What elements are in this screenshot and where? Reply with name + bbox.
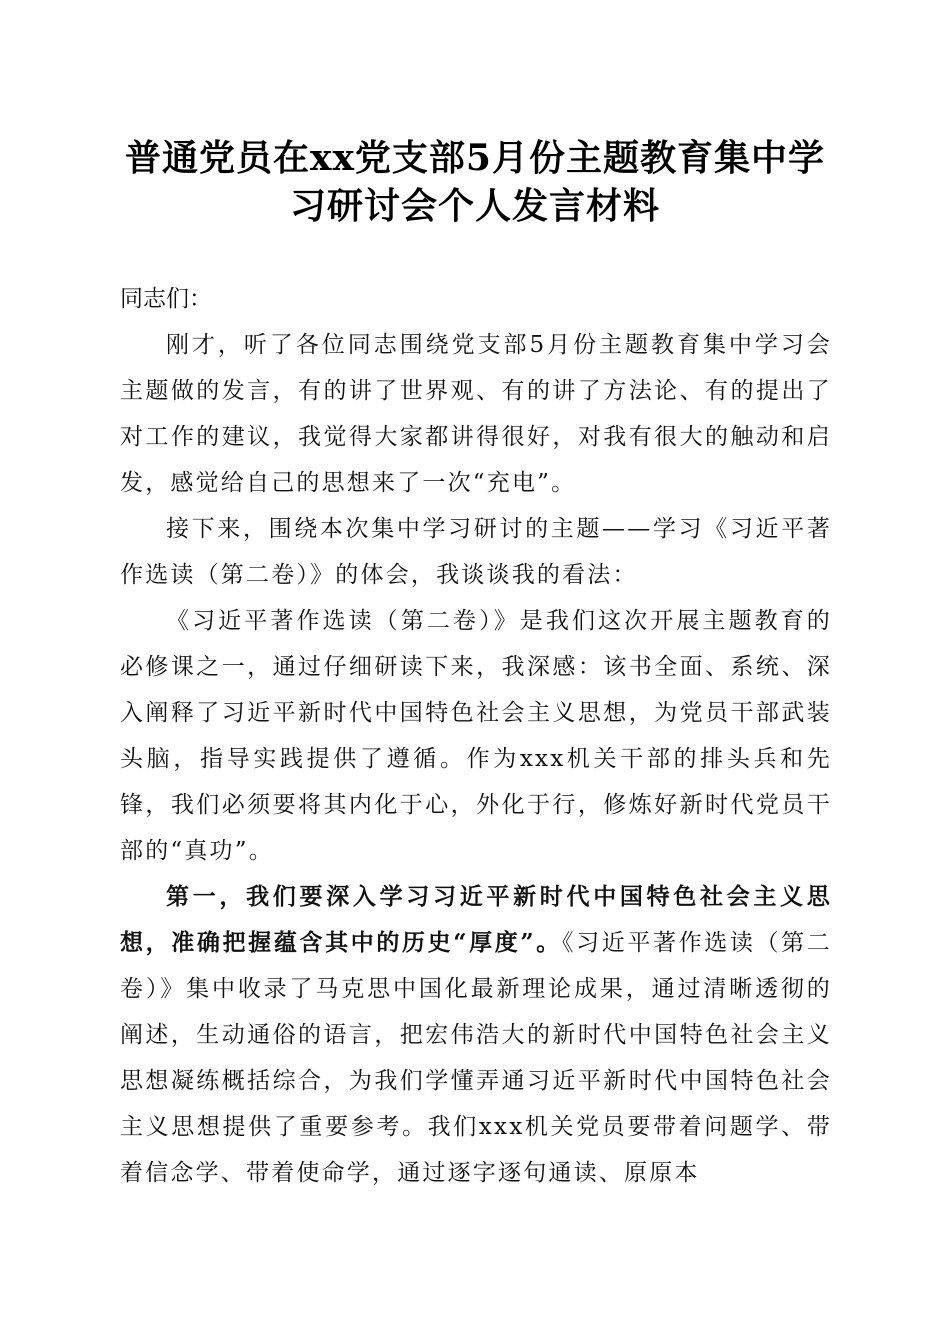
title-line-1: 普通党员在xx党支部5月份主题教育集中学 <box>125 137 825 179</box>
greeting: 同志们： <box>120 286 212 312</box>
paragraph-text: 刚才，听了各位同志围绕党支部5月份主题教育集中学习会主题做的发言，有的讲了世界观、有的讲了方法论、有的提出了对工作的建议，我觉得大家都讲得很好，对我有很大的触动和启发，感觉给自己的思想来了一次“充电”。 <box>120 332 832 496</box>
title-line-2: 习研讨会个人发言材料 <box>289 185 660 227</box>
paragraph <box>120 506 832 598</box>
paragraph-text: 《习近平著作选读（第二卷）》是我们这次开展主题教育的必修课之一，通过仔细研读下来，我深感：该书全面、系统、深入阐释了习近平新时代中国特色社会主义思想，为党员干部武装头脑，指导实践提供了遵循。作为xxx机关干部的排头兵和先锋，我们必须要将其内化于心，外化于行，修炼好新时代党员干部的“真功”。 <box>120 608 832 864</box>
paragraph <box>120 598 832 874</box>
paragraph-text: 接下来，围绕本次集中学习研讨的主题——学习《习近平著作选读（第二卷）》的体会，我谈谈我的看法： <box>120 516 832 588</box>
paragraph <box>120 874 832 1196</box>
document-body <box>120 276 832 1196</box>
paragraph-text: 《习近平著作选读（第二卷）》集中收录了马克思中国化最新理论成果，通过清晰透彻的阐述，生动通俗的语言，把宏伟浩大的新时代中国特色社会主义思想凝练概括综合，为我们学懂弄通习近平新时代中国特色社会主义思想提供了重要参考。我们xxx机关党员要带着问题学、带着信念学、带着使命学，通过逐字逐句通读、原原本 <box>120 930 833 1186</box>
paragraph <box>120 322 832 506</box>
paragraph-heading: 第一，我们要深入学习习近平新时代中国特色社会主义思想，准确把握蕴含其中的历史“厚度”。 <box>120 883 832 956</box>
